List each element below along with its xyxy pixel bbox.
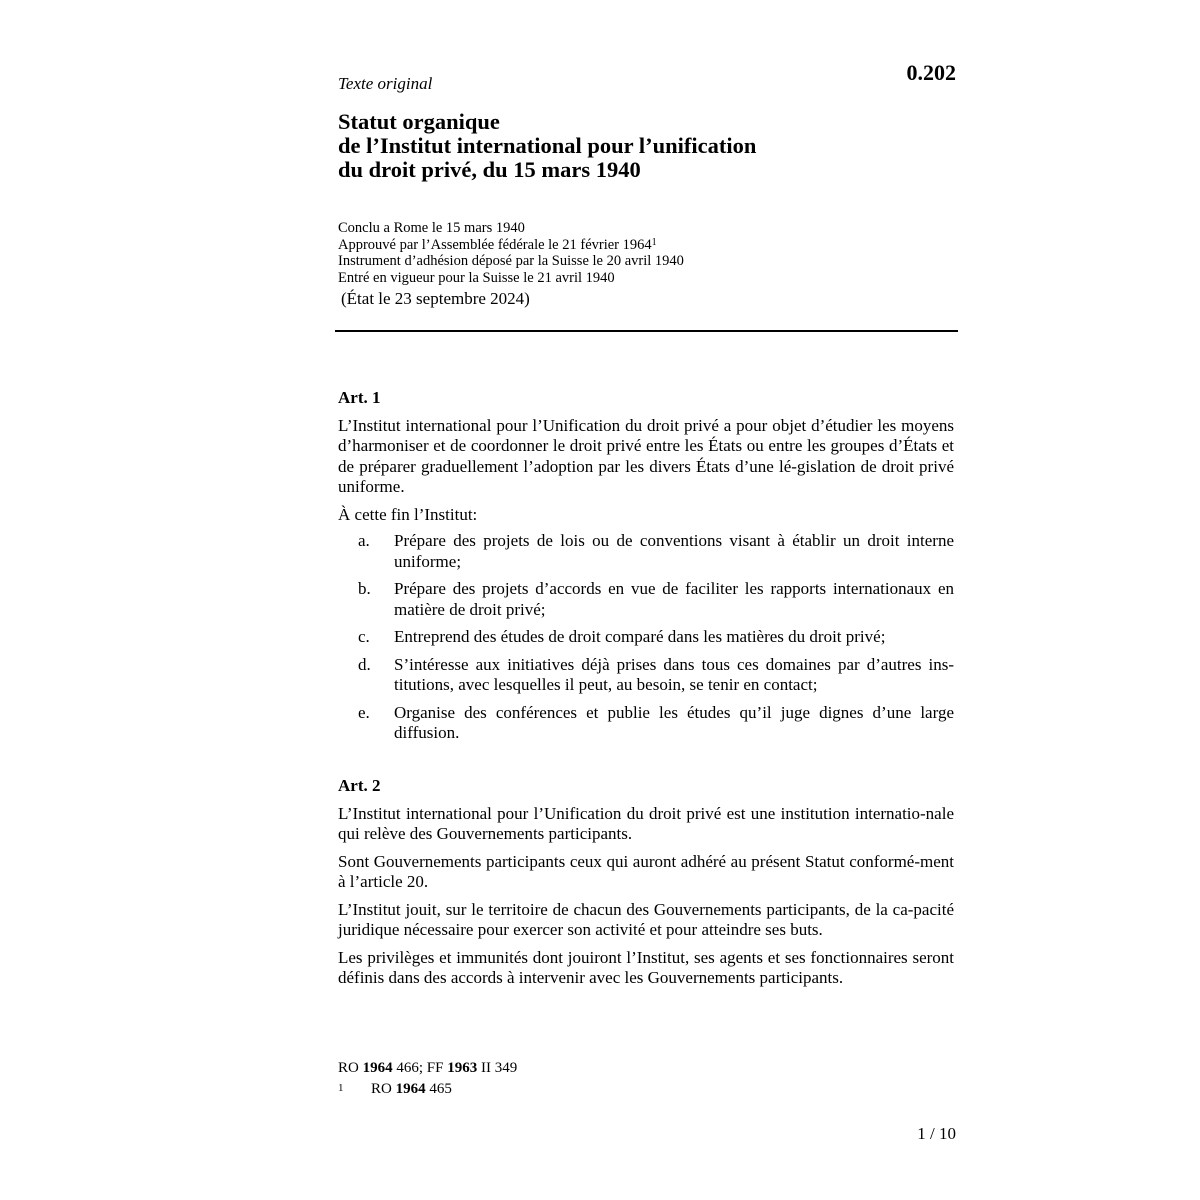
article-1-list: [338, 531, 954, 744]
article-2-paragraph-2: Sont Gouvernements participants ceux qui auront adhéré au présent Statut conformé-ment à l’article 20.: [338, 851, 954, 891]
document-number: 0.202: [906, 60, 956, 85]
texte-original-label: Texte original: [338, 74, 433, 93]
list-item-text: Prépare des projets d’accords en vue de faciliter les rapports internationaux en matière de droit privé;: [394, 579, 954, 619]
concluded-line: Conclu a Rome le 15 mars 1940: [338, 220, 525, 236]
list-item-text: Prépare des projets de lois ou de conventions visant à établir un droit interne uniforme;: [394, 531, 954, 571]
approved-line: [338, 237, 684, 254]
list-item-text: Organise des conférences et publie les études qu’il juge dignes d’une large diffusion.: [394, 702, 954, 742]
title-line-3: du droit privé, du 15 mars 1940: [338, 157, 641, 182]
list-item-letter: a.: [358, 531, 370, 550]
list-item: [338, 531, 954, 572]
page-number: 1 / 10: [917, 1124, 956, 1143]
ro-year: 1964: [362, 1060, 393, 1076]
article-2-paragraph-1: L’Institut international pour l’Unification du droit privé est une institution internatio-nale qui relève des Gouvernements participants.: [338, 803, 954, 843]
list-item: [338, 579, 954, 620]
list-item-letter: b.: [358, 579, 371, 598]
footnote-1-year: 1964: [395, 1081, 426, 1097]
instrument-line: Instrument d’adhésion déposé par la Suisse le 20 avril 1940: [338, 253, 684, 269]
list-item-letter: e.: [358, 702, 370, 722]
list-item-text: S’intéresse aux initiatives déjà prises dans tous ces domaines par d’autres ins-titutions, avec lesquelles il peut, au besoin, se tenir en contact;: [394, 654, 954, 694]
ro-rest: 466; FF: [392, 1060, 448, 1076]
document-title: [338, 110, 756, 182]
list-item: [338, 655, 954, 696]
article-2: [338, 776, 954, 989]
title-line-1: Statut organique: [338, 109, 500, 134]
footnote-ref-1[interactable]: 1: [651, 236, 657, 248]
article-2-heading: Art. 2: [338, 776, 381, 795]
footnote-1-rest: 465: [425, 1081, 452, 1097]
list-item: [338, 703, 954, 744]
article-1-paragraph-2: À cette fin l’Institut:: [338, 504, 478, 524]
list-item-letter: d.: [358, 654, 371, 674]
ff-rest: II 349: [477, 1060, 518, 1076]
document-metadata: [338, 220, 684, 286]
article-1: [338, 388, 954, 751]
ro-prefix: RO: [338, 1060, 363, 1076]
ff-year: 1963: [447, 1060, 478, 1076]
footnote-1-number: 1: [338, 1082, 344, 1094]
footnote-source: [338, 1058, 517, 1079]
article-2-paragraph-3: L’Institut jouit, sur le territoire de chacun des Gouvernements participants, de la ca-pacité juridique nécessaire pour exercer son activité et pour atteindre ses buts.: [338, 899, 954, 939]
list-item-letter: c.: [358, 627, 370, 646]
footnote-1-prefix: RO: [371, 1081, 396, 1097]
footnotes: [338, 1058, 517, 1100]
list-item-text: Entreprend des études de droit comparé dans les matières du droit privé;: [394, 627, 886, 646]
approved-text: Approuvé par l’Assemblée fédérale le 21 février 1964: [338, 236, 652, 253]
article-1-heading: Art. 1: [338, 388, 381, 407]
etat-date: (État le 23 septembre 2024): [341, 289, 530, 308]
title-line-2: de l’Institut international pour l’unification: [338, 133, 757, 158]
footnote-1: [338, 1079, 517, 1100]
article-1-paragraph-1: L’Institut international pour l’Unification du droit privé a pour objet d’étudier les moyens d’harmoniser et de coordonner le droit privé entre les États ou entre les groupes d’États et de préparer graduellement l’adoption par les divers États d’une lé-gislation de droit privé uniforme.: [338, 415, 954, 496]
in-force-line: Entré en vigueur pour la Suisse le 21 avril 1940: [338, 269, 615, 286]
article-2-paragraph-4: Les privilèges et immunités dont jouiront l’Institut, ses agents et ses fonctionnaires seront définis dans des accords à intervenir avec les Gouvernements participants.: [338, 947, 954, 987]
header-divider: [335, 330, 958, 332]
list-item: [338, 627, 954, 648]
